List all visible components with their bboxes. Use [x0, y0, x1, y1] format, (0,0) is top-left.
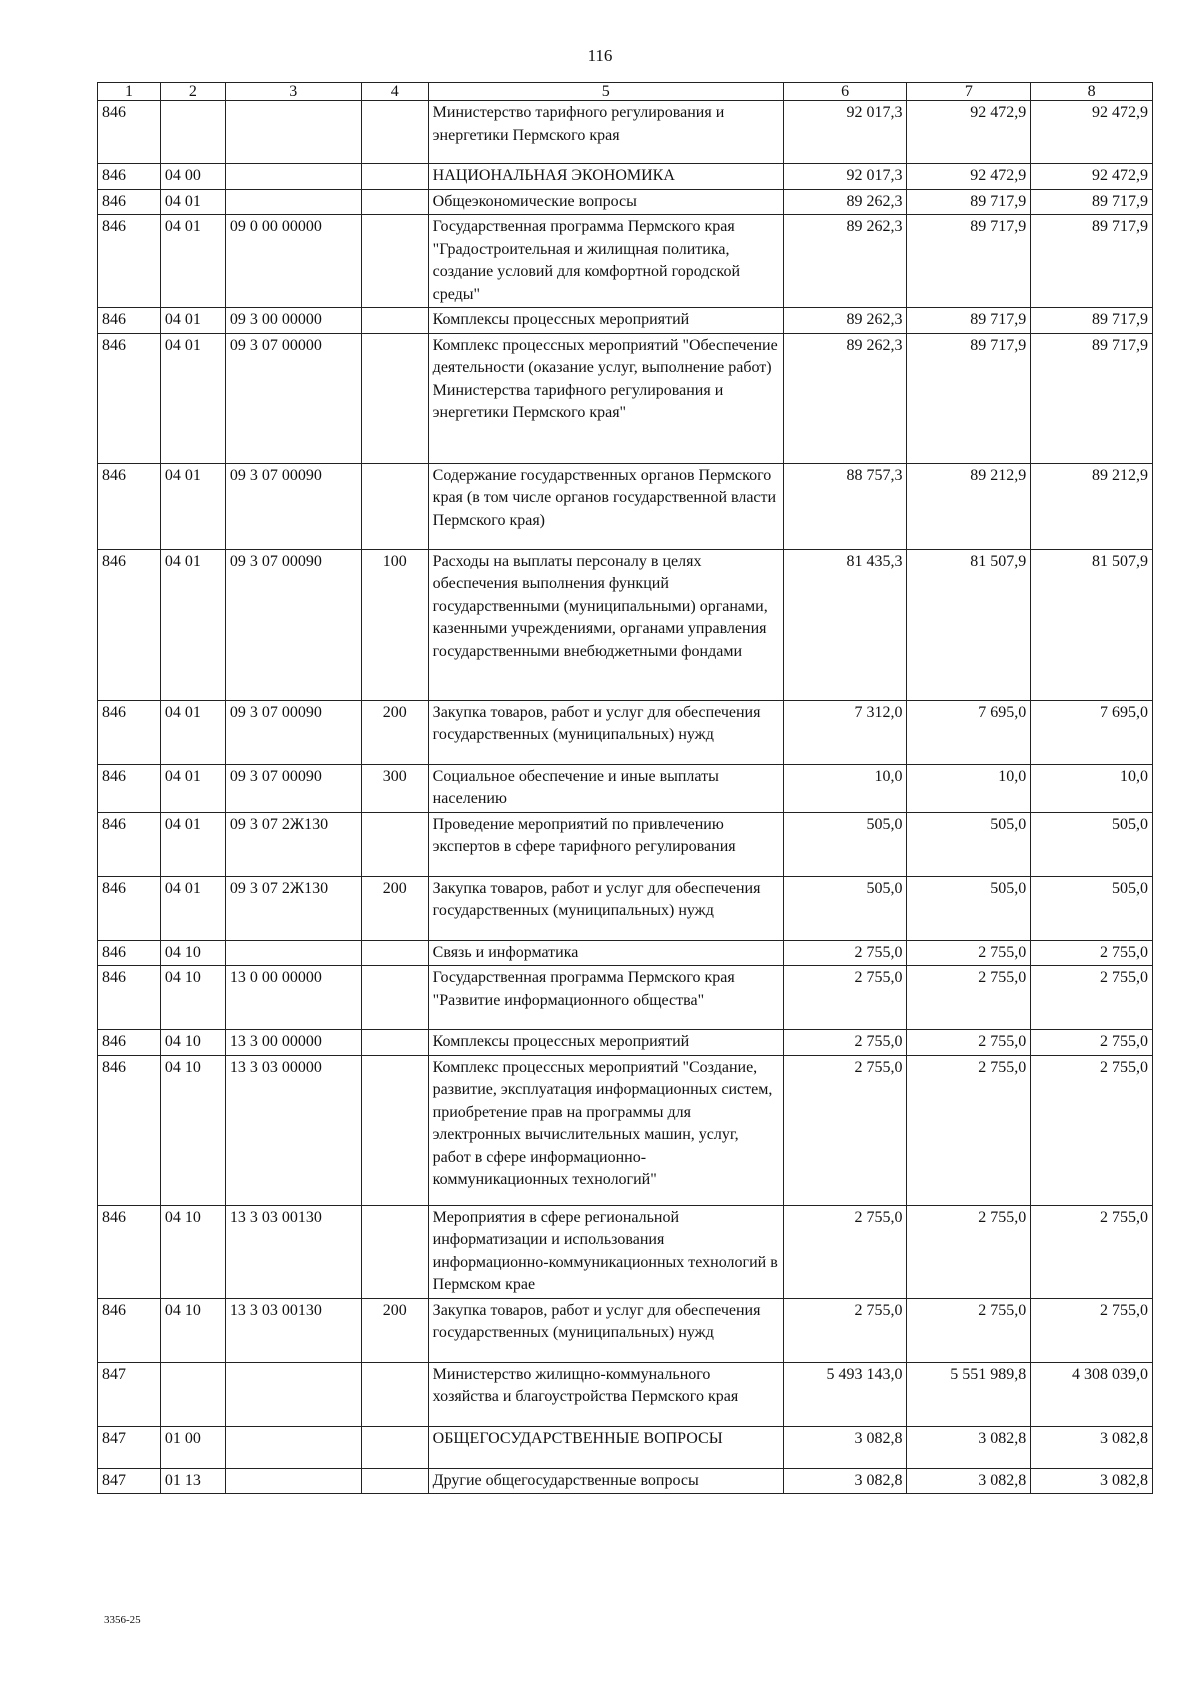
- header-cell: 7: [907, 83, 1031, 101]
- cell-target-code: 13 3 03 00000: [225, 1055, 361, 1205]
- cell-amount-col6: 2 755,0: [783, 1298, 907, 1362]
- cell-section-code: 04 01: [160, 812, 225, 876]
- cell-expense-type: [361, 101, 428, 164]
- cell-amount-col6: 88 757,3: [783, 463, 907, 549]
- cell-amount-col8: 2 755,0: [1031, 1030, 1153, 1056]
- cell-target-code: 09 3 00 00000: [225, 308, 361, 334]
- header-cell: 3: [225, 83, 361, 101]
- budget-table: [97, 82, 1153, 1494]
- header-cell: 8: [1031, 83, 1153, 101]
- cell-expense-type: [361, 1426, 428, 1468]
- cell-admin-code: 846: [98, 966, 161, 1030]
- cell-amount-col6: 2 755,0: [783, 940, 907, 966]
- cell-name: Социальное обеспечение и иные выплаты населению: [428, 764, 783, 812]
- cell-name: Содержание государственных органов Пермского края (в том числе органов государственной власти Пермского края): [428, 463, 783, 549]
- cell-amount-col8: 2 755,0: [1031, 1055, 1153, 1205]
- cell-admin-code: 846: [98, 164, 161, 190]
- cell-amount-col8: 3 082,8: [1031, 1426, 1153, 1468]
- cell-section-code: 04 10: [160, 1030, 225, 1056]
- cell-expense-type: [361, 1468, 428, 1494]
- table-row: [98, 1205, 1153, 1298]
- header-cell: 1: [98, 83, 161, 101]
- header-cell: 4: [361, 83, 428, 101]
- cell-target-code: 13 0 00 00000: [225, 966, 361, 1030]
- cell-target-code: 09 0 00 00000: [225, 215, 361, 308]
- cell-amount-col7: 2 755,0: [907, 1298, 1031, 1362]
- cell-admin-code: 846: [98, 700, 161, 764]
- cell-admin-code: 846: [98, 1030, 161, 1056]
- cell-amount-col7: 3 082,8: [907, 1468, 1031, 1494]
- cell-target-code: 09 3 07 00090: [225, 549, 361, 700]
- cell-section-code: 04 01: [160, 308, 225, 334]
- cell-amount-col8: 3 082,8: [1031, 1468, 1153, 1494]
- table-row: [98, 1030, 1153, 1056]
- cell-amount-col8: 2 755,0: [1031, 1298, 1153, 1362]
- cell-target-code: 13 3 00 00000: [225, 1030, 361, 1056]
- cell-amount-col8: 92 472,9: [1031, 101, 1153, 164]
- cell-amount-col7: 7 695,0: [907, 700, 1031, 764]
- table-row: [98, 1362, 1153, 1426]
- cell-target-code: [225, 164, 361, 190]
- cell-target-code: 09 3 07 00090: [225, 700, 361, 764]
- table-row: [98, 812, 1153, 876]
- cell-amount-col7: 92 472,9: [907, 164, 1031, 190]
- cell-target-code: [225, 940, 361, 966]
- cell-amount-col7: 89 717,9: [907, 189, 1031, 215]
- table-row: [98, 876, 1153, 940]
- cell-admin-code: 846: [98, 333, 161, 463]
- cell-section-code: 01 00: [160, 1426, 225, 1468]
- table-row: [98, 333, 1153, 463]
- cell-expense-type: [361, 308, 428, 334]
- table-row: [98, 463, 1153, 549]
- cell-expense-type: [361, 463, 428, 549]
- cell-amount-col7: 505,0: [907, 812, 1031, 876]
- cell-amount-col6: 505,0: [783, 812, 907, 876]
- cell-name: Закупка товаров, работ и услуг для обеспечения государственных (муниципальных) нужд: [428, 1298, 783, 1362]
- table-row: [98, 1426, 1153, 1468]
- cell-amount-col8: 505,0: [1031, 812, 1153, 876]
- cell-section-code: [160, 101, 225, 164]
- cell-amount-col8: 2 755,0: [1031, 1205, 1153, 1298]
- cell-amount-col6: 3 082,8: [783, 1468, 907, 1494]
- cell-section-code: 01 13: [160, 1468, 225, 1494]
- cell-amount-col6: 505,0: [783, 876, 907, 940]
- cell-amount-col8: 89 717,9: [1031, 333, 1153, 463]
- cell-amount-col7: 2 755,0: [907, 940, 1031, 966]
- table-row: [98, 1055, 1153, 1205]
- table-row: [98, 189, 1153, 215]
- cell-section-code: 04 10: [160, 1298, 225, 1362]
- cell-expense-type: 200: [361, 876, 428, 940]
- cell-section-code: 04 10: [160, 1205, 225, 1298]
- cell-admin-code: 846: [98, 940, 161, 966]
- cell-admin-code: 846: [98, 101, 161, 164]
- cell-target-code: 13 3 03 00130: [225, 1298, 361, 1362]
- cell-target-code: [225, 189, 361, 215]
- cell-amount-col7: 3 082,8: [907, 1426, 1031, 1468]
- cell-amount-col8: 89 717,9: [1031, 189, 1153, 215]
- cell-name: Комплексы процессных мероприятий: [428, 1030, 783, 1056]
- cell-expense-type: 300: [361, 764, 428, 812]
- cell-amount-col7: 92 472,9: [907, 101, 1031, 164]
- cell-amount-col6: 81 435,3: [783, 549, 907, 700]
- cell-amount-col7: 2 755,0: [907, 1205, 1031, 1298]
- cell-section-code: 04 01: [160, 333, 225, 463]
- cell-name: НАЦИОНАЛЬНАЯ ЭКОНОМИКА: [428, 164, 783, 190]
- cell-expense-type: [361, 215, 428, 308]
- cell-amount-col6: 5 493 143,0: [783, 1362, 907, 1426]
- table-row: [98, 308, 1153, 334]
- table-row: [98, 1468, 1153, 1494]
- cell-name: Закупка товаров, работ и услуг для обеспечения государственных (муниципальных) нужд: [428, 700, 783, 764]
- cell-section-code: 04 01: [160, 463, 225, 549]
- cell-admin-code: 846: [98, 189, 161, 215]
- cell-admin-code: 847: [98, 1426, 161, 1468]
- cell-section-code: 04 10: [160, 1055, 225, 1205]
- cell-name: Комплекс процессных мероприятий "Создание, развитие, эксплуатация информационных систем, приобретение прав на программы для электронных вычислительных машин, услуг, работ в сфере информационно-коммуникационных технологий": [428, 1055, 783, 1205]
- cell-name: Другие общегосударственные вопросы: [428, 1468, 783, 1494]
- cell-amount-col8: 92 472,9: [1031, 164, 1153, 190]
- table-row: [98, 215, 1153, 308]
- cell-name: Государственная программа Пермского края "Градостроительная и жилищная политика, создание условий для комфортной городской среды": [428, 215, 783, 308]
- cell-amount-col8: 89 717,9: [1031, 215, 1153, 308]
- cell-amount-col7: 81 507,9: [907, 549, 1031, 700]
- cell-amount-col7: 2 755,0: [907, 1055, 1031, 1205]
- cell-amount-col6: 89 262,3: [783, 215, 907, 308]
- cell-name: Государственная программа Пермского края "Развитие информационного общества": [428, 966, 783, 1030]
- cell-admin-code: 847: [98, 1362, 161, 1426]
- cell-amount-col7: 89 717,9: [907, 215, 1031, 308]
- cell-name: Общеэкономические вопросы: [428, 189, 783, 215]
- cell-amount-col8: 2 755,0: [1031, 966, 1153, 1030]
- cell-admin-code: 846: [98, 463, 161, 549]
- cell-name: Комплекс процессных мероприятий "Обеспечение деятельности (оказание услуг, выполнение работ) Министерства тарифного регулирования и энергетики Пермского края": [428, 333, 783, 463]
- table-row: [98, 101, 1153, 164]
- cell-amount-col6: 7 312,0: [783, 700, 907, 764]
- cell-amount-col6: 2 755,0: [783, 1205, 907, 1298]
- cell-section-code: 04 00: [160, 164, 225, 190]
- cell-expense-type: [361, 1055, 428, 1205]
- cell-amount-col7: 89 717,9: [907, 333, 1031, 463]
- cell-expense-type: [361, 812, 428, 876]
- cell-name: Связь и информатика: [428, 940, 783, 966]
- cell-section-code: 04 01: [160, 549, 225, 700]
- cell-section-code: 04 01: [160, 876, 225, 940]
- table-row: [98, 940, 1153, 966]
- cell-name: Мероприятия в сфере региональной информатизации и использования информационно-коммуникационных технологий в Пермском крае: [428, 1205, 783, 1298]
- document-number: 3356-25: [104, 1614, 141, 1626]
- cell-amount-col7: 5 551 989,8: [907, 1362, 1031, 1426]
- cell-amount-col6: 89 262,3: [783, 189, 907, 215]
- cell-amount-col8: 89 212,9: [1031, 463, 1153, 549]
- cell-admin-code: 846: [98, 876, 161, 940]
- cell-target-code: 13 3 03 00130: [225, 1205, 361, 1298]
- cell-target-code: [225, 1362, 361, 1426]
- cell-name: Министерство жилищно-коммунального хозяйства и благоустройства Пермского края: [428, 1362, 783, 1426]
- cell-amount-col6: 2 755,0: [783, 1030, 907, 1056]
- cell-admin-code: 846: [98, 1205, 161, 1298]
- table-row: [98, 549, 1153, 700]
- header-cell: 5: [428, 83, 783, 101]
- cell-amount-col6: 3 082,8: [783, 1426, 907, 1468]
- table-row: [98, 966, 1153, 1030]
- cell-name: Проведение мероприятий по привлечению экспертов в сфере тарифного регулирования: [428, 812, 783, 876]
- cell-expense-type: 100: [361, 549, 428, 700]
- cell-target-code: 09 3 07 00000: [225, 333, 361, 463]
- cell-amount-col8: 4 308 039,0: [1031, 1362, 1153, 1426]
- cell-admin-code: 847: [98, 1468, 161, 1494]
- cell-section-code: 04 01: [160, 764, 225, 812]
- cell-section-code: 04 01: [160, 189, 225, 215]
- cell-expense-type: [361, 164, 428, 190]
- cell-name: ОБЩЕГОСУДАРСТВЕННЫЕ ВОПРОСЫ: [428, 1426, 783, 1468]
- table-row: [98, 764, 1153, 812]
- cell-amount-col6: 92 017,3: [783, 164, 907, 190]
- cell-admin-code: 846: [98, 764, 161, 812]
- cell-target-code: 09 3 07 2Ж130: [225, 812, 361, 876]
- cell-admin-code: 846: [98, 1055, 161, 1205]
- table-row: [98, 700, 1153, 764]
- cell-expense-type: [361, 940, 428, 966]
- cell-amount-col8: 2 755,0: [1031, 940, 1153, 966]
- cell-expense-type: [361, 1030, 428, 1056]
- cell-section-code: [160, 1362, 225, 1426]
- cell-amount-col7: 89 212,9: [907, 463, 1031, 549]
- cell-amount-col7: 505,0: [907, 876, 1031, 940]
- cell-section-code: 04 10: [160, 966, 225, 1030]
- cell-admin-code: 846: [98, 308, 161, 334]
- cell-admin-code: 846: [98, 812, 161, 876]
- cell-expense-type: [361, 189, 428, 215]
- cell-target-code: [225, 1426, 361, 1468]
- cell-name: Министерство тарифного регулирования и энергетики Пермского края: [428, 101, 783, 164]
- header-cell: 6: [783, 83, 907, 101]
- cell-target-code: 09 3 07 2Ж130: [225, 876, 361, 940]
- cell-amount-col6: 2 755,0: [783, 1055, 907, 1205]
- cell-amount-col8: 89 717,9: [1031, 308, 1153, 334]
- cell-amount-col7: 2 755,0: [907, 966, 1031, 1030]
- cell-amount-col6: 92 017,3: [783, 101, 907, 164]
- cell-amount-col7: 2 755,0: [907, 1030, 1031, 1056]
- cell-expense-type: [361, 1362, 428, 1426]
- header-cell: 2: [160, 83, 225, 101]
- cell-amount-col6: 89 262,3: [783, 308, 907, 334]
- cell-expense-type: 200: [361, 700, 428, 764]
- cell-name: Расходы на выплаты персоналу в целях обеспечения выполнения функций государственными (муниципальными) органами, казенными учреждениями, органами управления государственными внебюджетными фондами: [428, 549, 783, 700]
- cell-target-code: [225, 101, 361, 164]
- cell-section-code: 04 01: [160, 700, 225, 764]
- cell-admin-code: 846: [98, 549, 161, 700]
- cell-section-code: 04 10: [160, 940, 225, 966]
- cell-expense-type: [361, 333, 428, 463]
- table-row: [98, 1298, 1153, 1362]
- cell-target-code: 09 3 07 00090: [225, 463, 361, 549]
- cell-amount-col8: 7 695,0: [1031, 700, 1153, 764]
- cell-amount-col7: 10,0: [907, 764, 1031, 812]
- cell-amount-col8: 10,0: [1031, 764, 1153, 812]
- table-row: [98, 164, 1153, 190]
- cell-target-code: [225, 1468, 361, 1494]
- cell-admin-code: 846: [98, 1298, 161, 1362]
- cell-target-code: 09 3 07 00090: [225, 764, 361, 812]
- cell-amount-col6: 2 755,0: [783, 966, 907, 1030]
- table-body: [98, 101, 1153, 1494]
- cell-amount-col8: 505,0: [1031, 876, 1153, 940]
- cell-expense-type: 200: [361, 1298, 428, 1362]
- header-row: [98, 83, 1153, 101]
- cell-name: Закупка товаров, работ и услуг для обеспечения государственных (муниципальных) нужд: [428, 876, 783, 940]
- cell-amount-col6: 10,0: [783, 764, 907, 812]
- cell-expense-type: [361, 1205, 428, 1298]
- cell-amount-col6: 89 262,3: [783, 333, 907, 463]
- cell-amount-col7: 89 717,9: [907, 308, 1031, 334]
- cell-admin-code: 846: [98, 215, 161, 308]
- cell-amount-col8: 81 507,9: [1031, 549, 1153, 700]
- cell-name: Комплексы процессных мероприятий: [428, 308, 783, 334]
- cell-expense-type: [361, 966, 428, 1030]
- cell-section-code: 04 01: [160, 215, 225, 308]
- page-number: 116: [587, 46, 613, 65]
